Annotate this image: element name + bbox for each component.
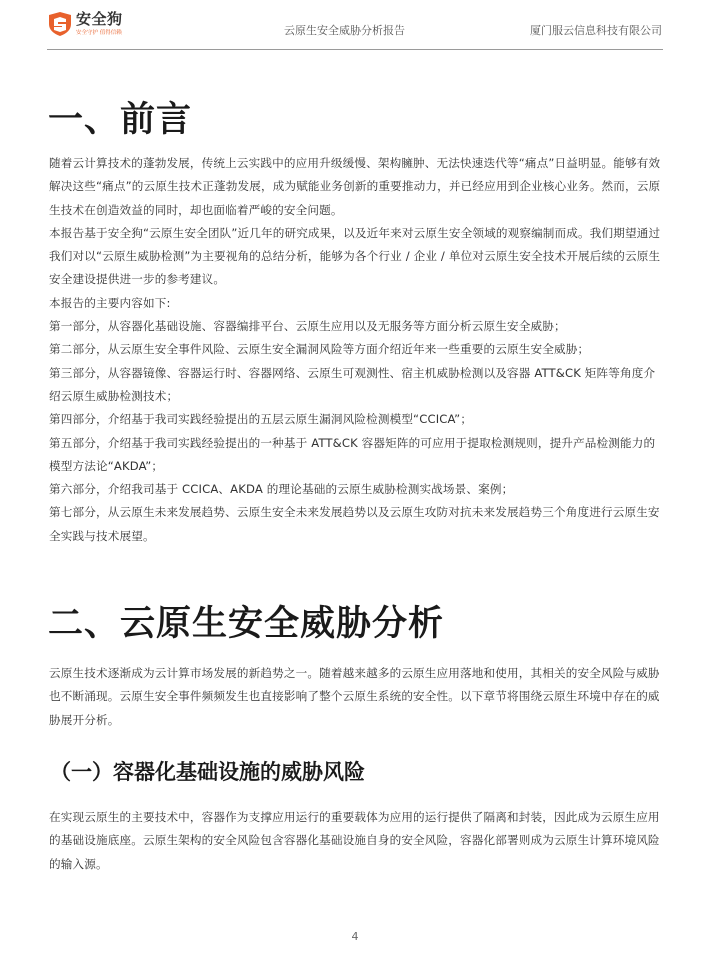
- subsection-heading-container-infra: （一）容器化基础设施的威胁风险: [50, 760, 365, 784]
- logo-slogan: 安全守护 值得信赖: [76, 30, 122, 36]
- threat-analysis-intro: [49, 662, 664, 732]
- section-heading-threat-analysis: 二、云原生安全威胁分析: [48, 604, 445, 644]
- paragraph: 随着云计算技术的蓬勃发展，传统上云实践中的应用升级缓慢、架构臃肿、无法快速迭代等“痛点”日益明显。能够有效解决这些“痛点”的云原生技术正蓬勃发展，成为赋能业务创新的重要推动力，并已经应用到企业核心业务。然而，云原生技术在创造效益的同时，却也面临着严峻的安全问题。: [49, 156, 661, 217]
- report-title: 云原生安全威胁分析报告: [284, 24, 405, 37]
- paragraph: 第一部分，从容器化基础设施、容器编排平台、云原生应用以及无服务等方面分析云原生安全威胁；: [49, 319, 566, 334]
- paragraph: 第六部分，介绍我司基于 CCICA、AKDA 的理论基础的云原生威胁检测实战场景、案例；: [49, 482, 514, 497]
- paragraph: 本报告基于安全狗“云原生安全团队”近几年的研究成果，以及近年来对云原生安全领域的观察编制而成。我们期望通过我们对以“云原生威胁检测”为主要视角的总结分析，能够为各个行业 / 企业 / 单位对云原生安全技术开展后续的云原生安全建设提供进一步的参考建议。: [49, 225, 661, 287]
- container-infra-body: [49, 806, 664, 876]
- paragraph: 第三部分，从容器镜像、容器运行时、容器网络、云原生可观测性、宿主机威胁检测以及容器 ATT&CK 矩阵等角度介绍云原生威胁检测技术；: [49, 365, 656, 403]
- paragraph: 云原生技术逐渐成为云计算市场发展的新趋势之一。随着越来越多的云原生应用落地和使用，其相关的安全风险与威胁也不断涌现。云原生安全事件频频发生也直接影响了整个云原生系统的安全性。以下章节将围绕云原生环境中存在的威胁展开分析。: [49, 666, 660, 727]
- paragraph: 本报告的主要内容如下:: [49, 295, 171, 310]
- paragraph: 第二部分，从云原生安全事件风险、云原生安全漏洞风险等方面介绍近年来一些重要的云原生安全威胁；: [49, 342, 590, 357]
- company-logo: [47, 11, 123, 45]
- header-divider: [47, 49, 663, 50]
- page-header: [0, 0, 710, 50]
- logo-name: 安全狗: [76, 10, 123, 28]
- paragraph: 第五部分，介绍基于我司实践经验提出的一种基于 ATT&CK 容器矩阵的可应用于提取检测规则，提升产品检测能力的模型方法论“AKDA”；: [49, 435, 656, 473]
- page-number: 4: [351, 930, 359, 943]
- preface-body: [49, 152, 664, 548]
- paragraph: 在实现云原生的主要技术中，容器作为支撑应用运行的重要载体为应用的运行提供了隔离和封装，因此成为云原生应用的基础设施底座。云原生架构的安全风险包含容器化基础设施自身的安全风险，容器化部署则成为云原生计算环境风险的输入源。: [49, 810, 660, 871]
- paragraph: 第七部分，从云原生未来发展趋势、云原生安全未来发展趋势以及云原生攻防对抗未来发展趋势三个角度进行云原生安全实践与技术展望。: [49, 505, 660, 543]
- section-heading-preface: 一、前言: [48, 100, 193, 140]
- company-name: 厦门服云信息科技有限公司: [530, 24, 662, 37]
- paragraph: 第四部分，介绍基于我司实践经验提出的五层云原生漏洞风险检测模型“CCICA”；: [49, 412, 473, 427]
- logo-icon: [47, 11, 73, 37]
